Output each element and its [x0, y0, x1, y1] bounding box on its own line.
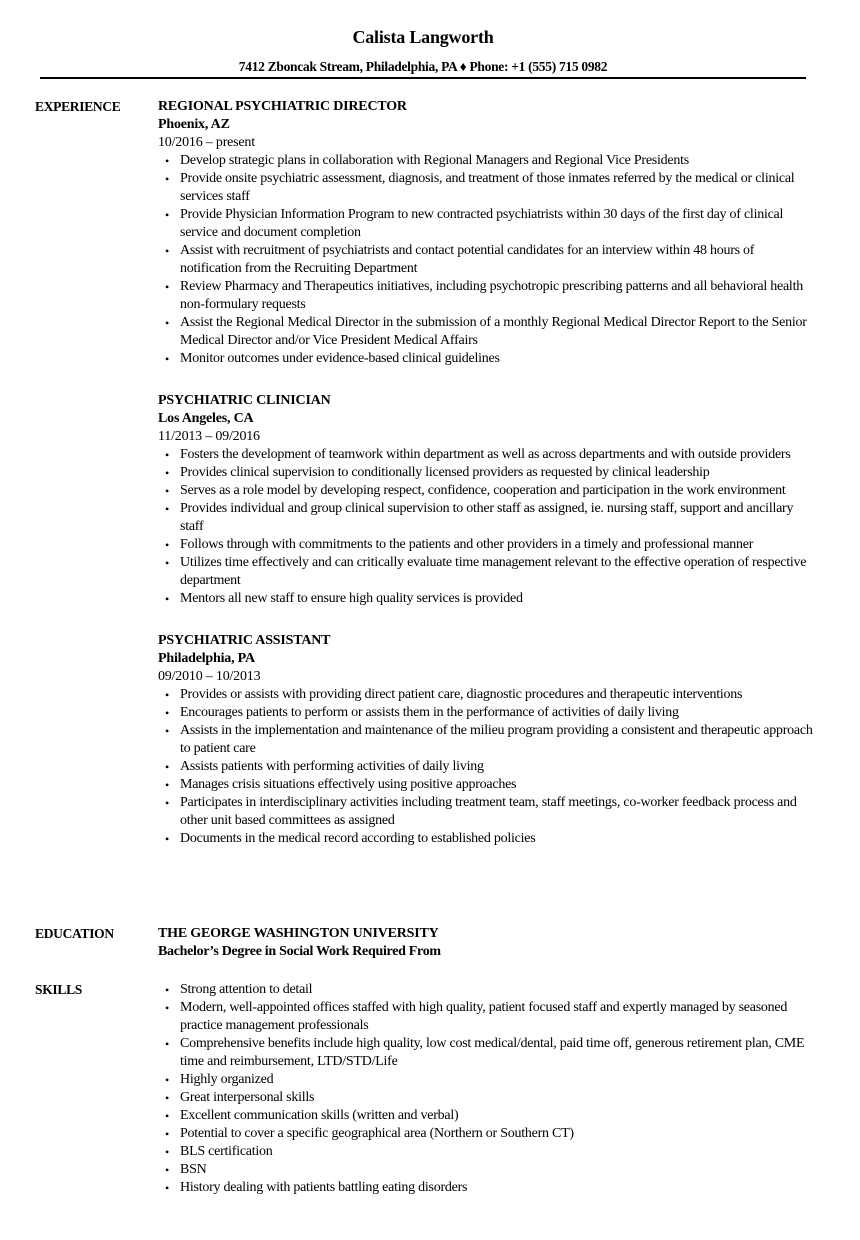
list-item: • Mentors all new staff to ensure high quality services is provided [158, 590, 818, 608]
list-item: • Participates in interdisciplinary activities including treatment team, staff meetings, co-worker feedback process and other unit based committees as assigned [158, 794, 818, 830]
job-dates: 11/2013 – 09/2016 [158, 429, 260, 444]
list-item: • Great interpersonal skills [158, 1089, 818, 1107]
experience-body [158, 98, 818, 872]
list-item: • Develop strategic plans in collaboration with Regional Managers and Regional Vice Presidents [158, 152, 818, 170]
list-item: • Provide Physician Information Program to new contracted psychiatrists within 30 days of the first day of clinical service and document completion [158, 206, 818, 242]
contact-info: 7412 Zboncak Stream, Philadelphia, PA ♦ Phone: +1 (555) 715 0982 [238, 59, 608, 74]
list-item: • Encourages patients to perform or assists them in the performance of activities of daily living [158, 704, 818, 722]
list-item: • Modern, well-appointed offices staffed with high quality, patient focused staff and expertly managed by seasoned practice management professionals [158, 999, 818, 1035]
list-item: • Assists in the implementation and maintenance of the milieu program providing a consistent and therapeutic approach to patient care [158, 722, 818, 758]
job-dates: 10/2016 – present [158, 135, 255, 150]
section-label-skills: SKILLS [35, 982, 82, 997]
list-item: • Review Pharmacy and Therapeutics initiatives, including psychotropic prescribing patterns and all behavioral health non-formulary requests [158, 278, 818, 314]
job-title: PSYCHIATRIC CLINICIAN [158, 393, 331, 408]
list-item: • Documents in the medical record according to established policies [158, 830, 818, 848]
list-item: • BSN [158, 1161, 818, 1179]
list-item: • Assist the Regional Medical Director in the submission of a monthly Regional Medical Director Report to the Senior Medical Director and/or Vice President Medical Affairs [158, 314, 818, 350]
list-item: • Comprehensive benefits include high quality, low cost medical/dental, paid time off, generous retirement plan, CME time and reimbursement, LTD/STD/Life [158, 1035, 818, 1071]
candidate-name: Calista Langworth [352, 27, 494, 47]
list-item: • BLS certification [158, 1143, 818, 1161]
job-location: Philadelphia, PA [158, 651, 255, 666]
list-item: • Provides individual and group clinical supervision to other staff as assigned, ie. nursing staff, support and ancillary staff [158, 500, 818, 536]
list-item: • Strong attention to detail [158, 981, 818, 999]
list-item: • Provides or assists with providing direct patient care, diagnostic procedures and therapeutic interventions [158, 686, 818, 704]
list-item: • Assists patients with performing activities of daily living [158, 758, 818, 776]
list-item: • Highly organized [158, 1071, 818, 1089]
job-entry [158, 632, 818, 848]
list-item: • Excellent communication skills (written and verbal) [158, 1107, 818, 1125]
job-bullets [158, 152, 818, 368]
list-item: • Monitor outcomes under evidence-based clinical guidelines [158, 350, 818, 368]
section-label-education: EDUCATION [35, 926, 114, 941]
list-item: • Manages crisis situations effectively using positive approaches [158, 776, 818, 794]
list-item: • Potential to cover a specific geographical area (Northern or Southern CT) [158, 1125, 818, 1143]
job-entry [158, 392, 818, 608]
job-bullets [158, 446, 818, 608]
list-item: • Follows through with commitments to the patients and other providers in a timely and professional manner [158, 536, 818, 554]
section-label-experience: EXPERIENCE [35, 99, 121, 114]
list-item: • History dealing with patients battling eating disorders [158, 1179, 818, 1197]
list-item: • Assist with recruitment of psychiatrists and contact potential candidates for an interview within 48 hours of notification from the Recruiting Department [158, 242, 818, 278]
list-item: • Provides clinical supervision to conditionally licensed providers as requested by clinical leadership [158, 464, 818, 482]
skills-list [158, 981, 818, 1197]
job-title: REGIONAL PSYCHIATRIC DIRECTOR [158, 99, 407, 114]
list-item: • Utilizes time effectively and can critically evaluate time management relevant to the effective operation of respective department [158, 554, 818, 590]
job-dates: 09/2010 – 10/2013 [158, 669, 261, 684]
job-entry [158, 98, 818, 368]
education-degree: Bachelor’s Degree in Social Work Required From [158, 944, 441, 959]
list-item: • Provide onsite psychiatric assessment, diagnosis, and treatment of those inmates referred by the medical or clinical services staff [158, 170, 818, 206]
header-divider [40, 77, 806, 79]
education-body [158, 925, 818, 961]
job-location: Phoenix, AZ [158, 117, 230, 132]
education-school: THE GEORGE WASHINGTON UNIVERSITY [158, 926, 439, 941]
skills-body [158, 981, 818, 1197]
list-item: • Serves as a role model by developing respect, confidence, cooperation and participation in the work environment [158, 482, 818, 500]
job-bullets [158, 686, 818, 848]
list-item: • Fosters the development of teamwork within department as well as across departments and with outside providers [158, 446, 818, 464]
job-location: Los Angeles, CA [158, 411, 254, 426]
job-title: PSYCHIATRIC ASSISTANT [158, 633, 331, 648]
